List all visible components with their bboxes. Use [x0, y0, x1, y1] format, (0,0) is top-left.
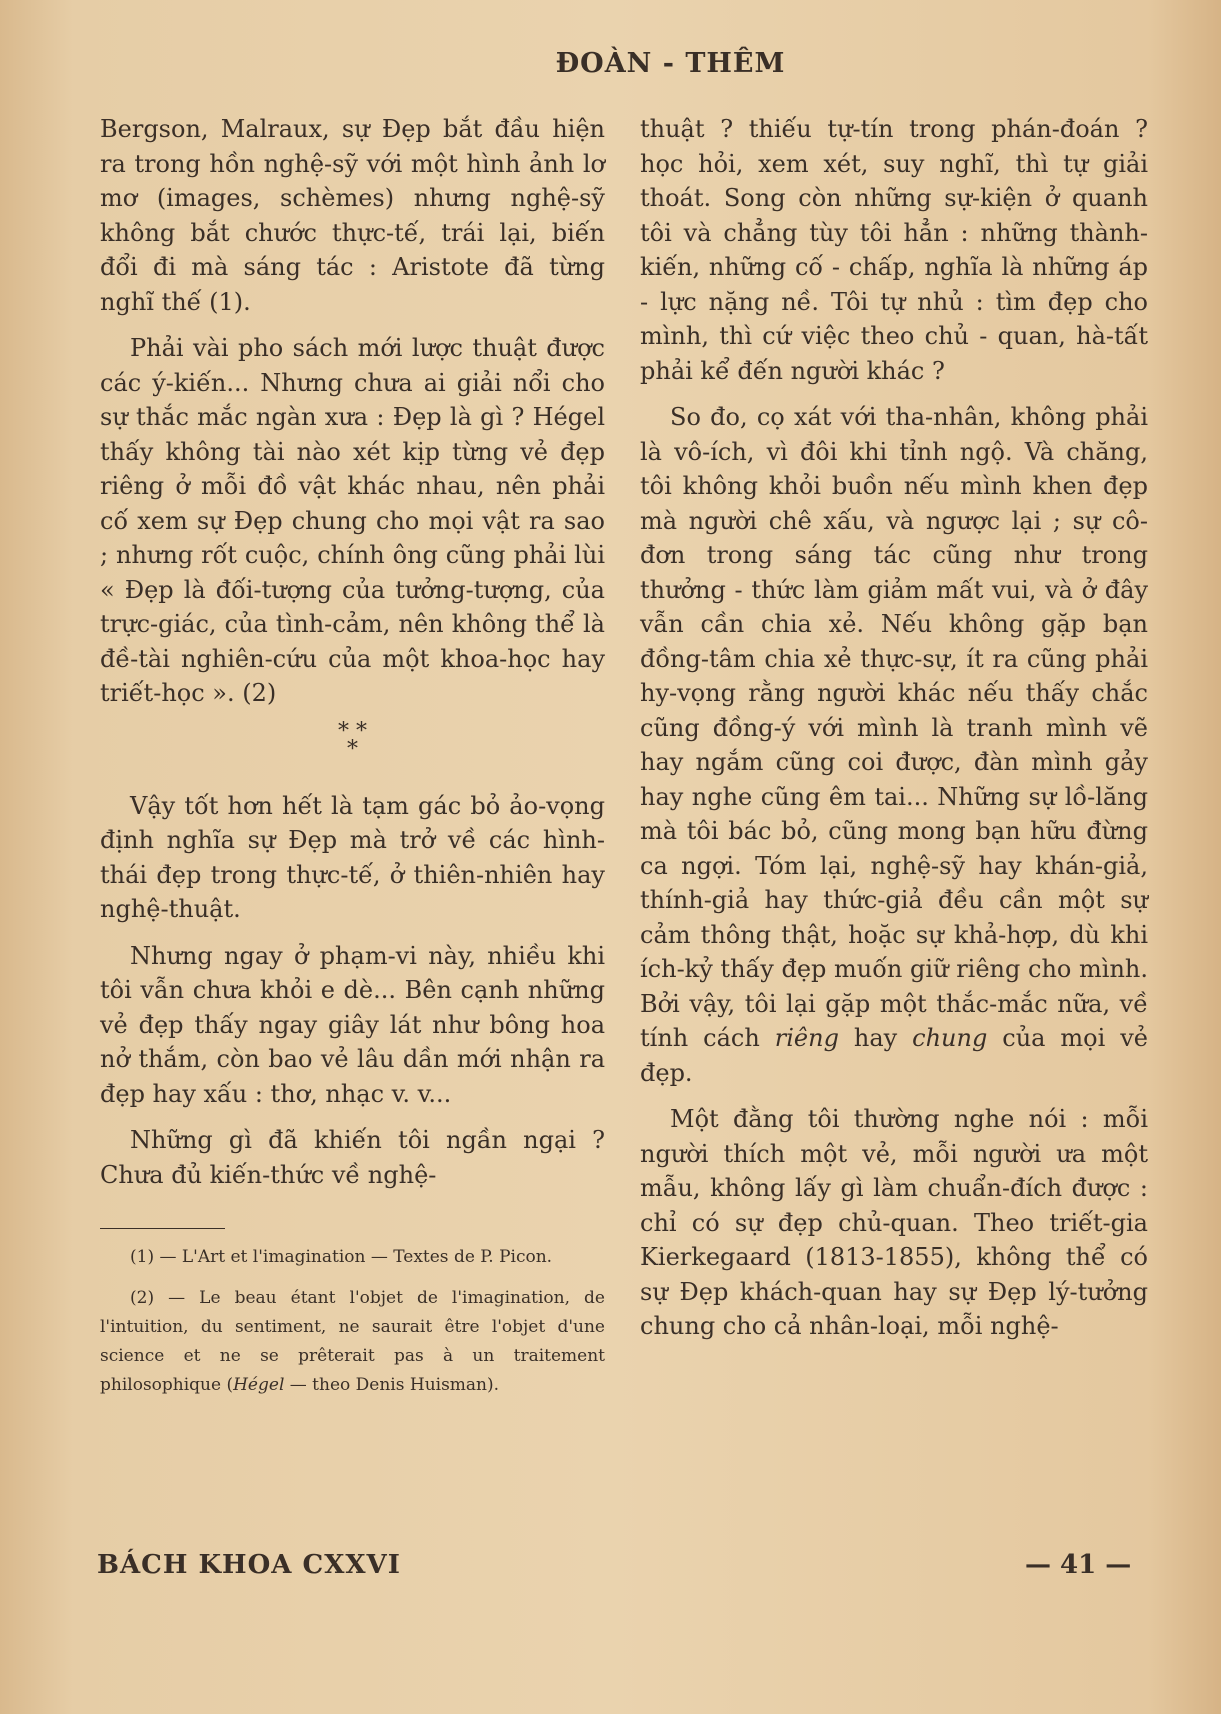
- footnote-text: — theo Denis Huisman).: [284, 1375, 500, 1395]
- footnote-1: (1) — L'Art et l'imagination — Textes de P. Picon.: [130, 1247, 553, 1267]
- paragraph-text: hay: [838, 1024, 913, 1052]
- magazine-name: BÁCH KHOA CXXVI: [97, 1550, 401, 1580]
- italic-word: chung: [912, 1024, 988, 1052]
- paragraph: Một đằng tôi thường nghe nói : mỗi người thích một vẻ, mỗi người ưa một mẫu, không lấy gì làm chuẩn-đích được : chỉ có sự đẹp chủ-quan. Theo triết-gia Kierkegaard (1813-1855), không thể có sự Đẹp khách-quan hay sự Đẹp lý-tưởng chung cho cả nhân-loại, mỗi nghệ-: [640, 1105, 1148, 1340]
- separator-stars-bottom: *: [347, 736, 358, 762]
- left-column: [100, 112, 605, 1412]
- paragraph: thuật ? thiếu tự-tín trong phán-đoán ? học hỏi, xem xét, suy nghĩ, thì tự giải thoát. Song còn những sự-kiện ở quanh tôi và chẳng tùy tôi hẳn : những thành-kiến, những cố - chấp, nghĩa là những áp - lực nặng nề. Tôi tự nhủ : tìm đẹp cho mình, thì cứ việc theo chủ - quan, hà-tất phải kể đến người khác ?: [640, 115, 1148, 385]
- footnote-divider: [100, 1228, 225, 1229]
- footnote-2: [100, 1284, 605, 1400]
- paragraph: Nhưng ngay ở phạm-vi này, nhiều khi tôi vẫn chưa khỏi e dè... Bên cạnh những vẻ đẹp thấy ngay giây lát như bông hoa nở thắm, còn bao vẻ lâu dần mới nhận ra đẹp hay xấu : thơ, nhạc v. v...: [100, 941, 605, 1108]
- right-column: [640, 112, 1148, 1356]
- footnote-italic: Hégel: [233, 1375, 285, 1395]
- separator-stars-top: * *: [338, 718, 367, 744]
- paragraph: [640, 400, 1148, 1090]
- paragraph-text: So đo, cọ xát với tha-nhân, không phải là vô-ích, vì đôi khi tỉnh ngộ. Và chăng, tôi không khỏi buồn nếu mình khen đẹp mà người chê xấu, và ngược lại ; sự cô-đơn trong sáng tác cũng như trong thưởng - thức làm giảm mất vui, và ở đây vẫn cần chia xẻ. Nếu không gặp bạn đồng-tâm chia xẻ thực-sự, ít ra cũng phải hy-vọng rằng người khác nếu thấy chắc cũng đồng-ý với mình là tranh mình vẽ hay ngắm cũng coi được, đàn mình gảy hay nghe cũng êm tai... Những sự lồ-lăng mà tôi bác bỏ, cũng mong bạn hữu đừng ca ngợi. Tóm lại, nghệ-sỹ hay khán-giả, thính-giả hay thức-giả đều cần một sự cảm thông thật, hoặc sự khả-hợp, dù khi ích-kỷ thấy đẹp muốn giữ riêng cho mình. Bởi vậy, tôi lại gặp một thắc-mắc nữa, về tính cách: [640, 403, 1148, 1052]
- running-header-author: ĐOÀN - THÊM: [555, 48, 786, 79]
- paragraph: Vậy tốt hơn hết là tạm gác bỏ ảo-vọng định nghĩa sự Đẹp mà trở về các hình-thái đẹp trong thực-tế, ở thiên-nhiên hay nghệ-thuật.: [100, 791, 605, 923]
- paragraph-text: của mọi vẻ đẹp.: [640, 1024, 1148, 1087]
- footnote-text: (2) — Le beau étant l'objet de l'imagination, de l'intuition, du sentiment, ne saurait être l'objet d'une science et ne se prêterait pas à un traitement philosophique (: [100, 1288, 605, 1395]
- italic-word: riêng: [774, 1024, 839, 1052]
- paragraph: Những gì đã khiến tôi ngần ngại ? Chưa đủ kiến-thức về nghệ-: [100, 1126, 605, 1189]
- paragraph: Bergson, Malraux, sự Đẹp bắt đầu hiện ra trong hồn nghệ-sỹ với một hình ảnh lơ mơ (images, schèmes) nhưng nghệ-sỹ không bắt chước thực-tế, trái lại, biến đổi đi mà sáng tác : Aristote đã từng nghĩ thế (1).: [100, 115, 605, 316]
- page-number: — 41 —: [1025, 1550, 1132, 1580]
- paragraph: Phải vài pho sách mới lược thuật được các ý-kiến... Nhưng chưa ai giải nổi cho sự thắc mắc ngàn xưa : Đẹp là gì ? Hégel thấy không tài nào xét kịp từng vẻ đẹp riêng ở mỗi đồ vật khác nhau, nên phải cố xem sự Đẹp chung cho mọi vật ra sao ; nhưng rốt cuộc, chính ông cũng phải lùi « Đẹp là đối-tượng của tưởng-tượng, của trực-giác, của tình-cảm, nên không thể là đề-tài nghiên-cứu của một khoa-học hay triết-học ». (2): [100, 334, 605, 707]
- section-separator: [100, 718, 605, 762]
